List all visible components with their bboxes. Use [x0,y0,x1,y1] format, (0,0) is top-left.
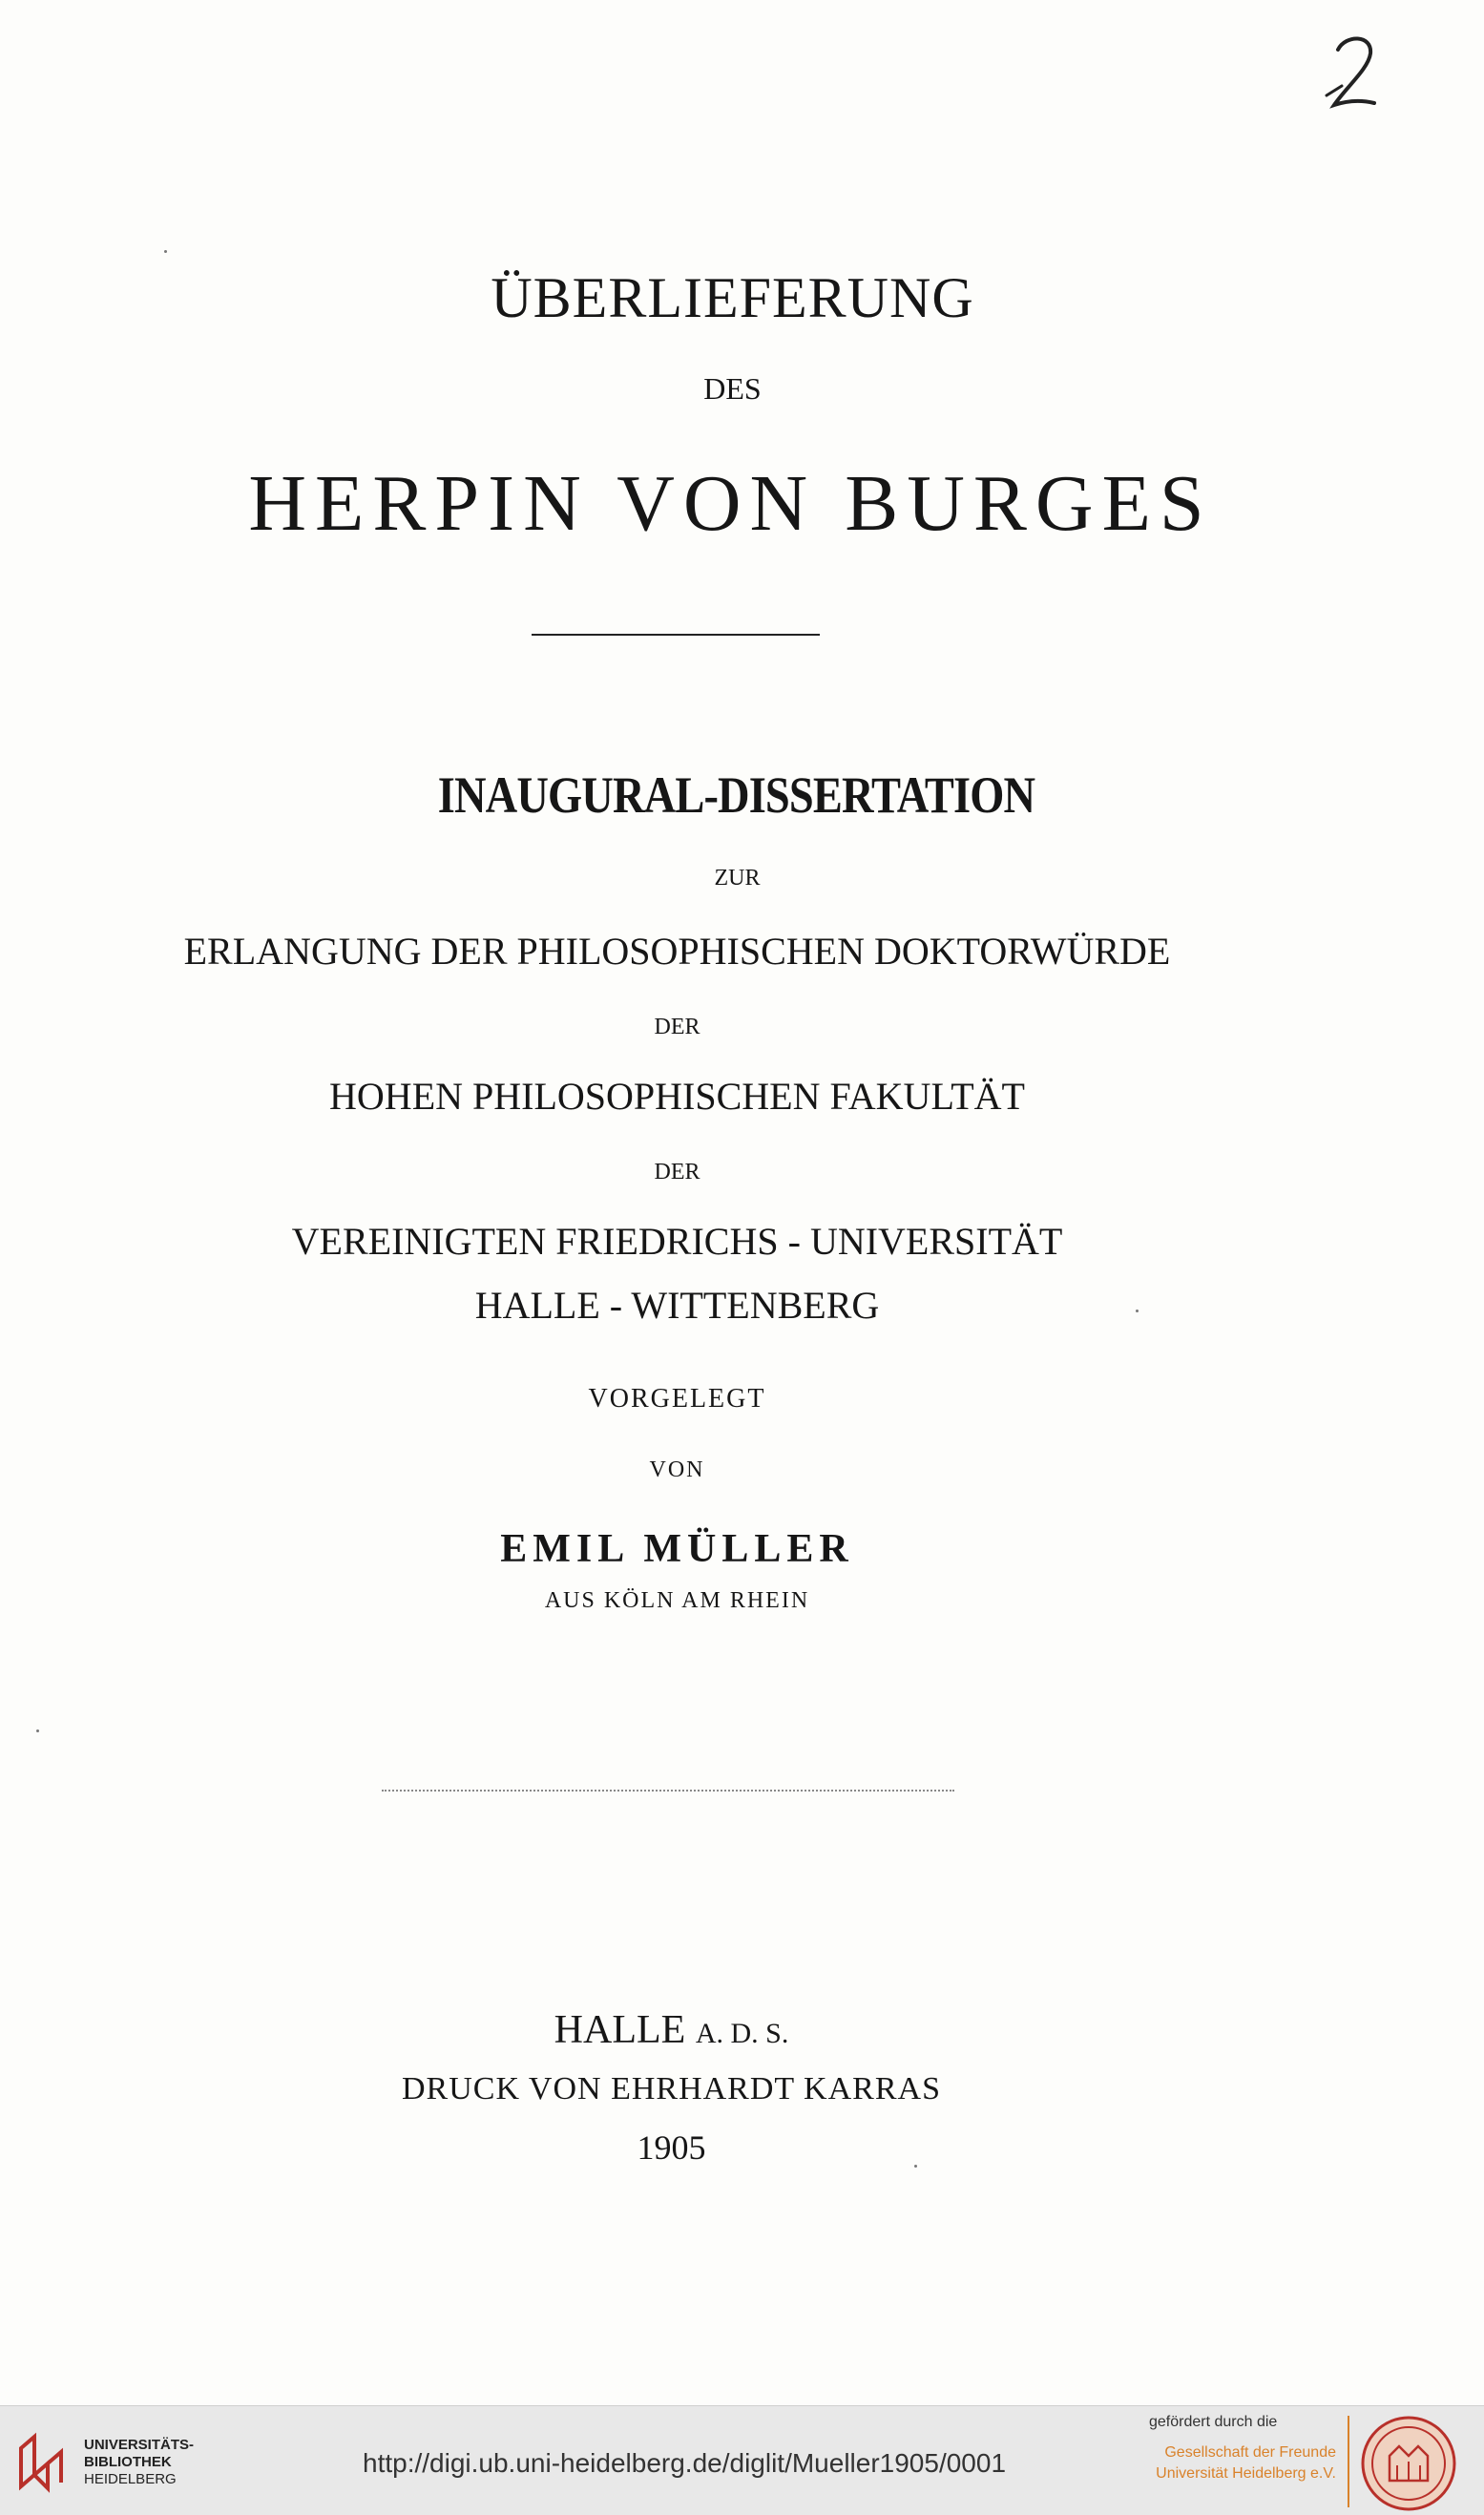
von-line: VON [649,1457,705,1482]
title-divider [532,634,820,636]
sponsor-org-line-2: Universität Heidelberg e.V. [1156,2465,1336,2482]
imprint-place [0,2010,1413,2050]
sponsor-block [1117,2414,1336,2484]
dotted-divider [382,1790,954,1792]
publication-year: 1905 [637,2128,706,2167]
author-name: EMIL MÜLLER [500,1527,854,1571]
university-seal-icon [1359,2414,1458,2513]
printer-line: DRUCK VON EHRHARDT KARRAS [402,2071,941,2106]
title-line-1: ÜBERLIEFERUNG [491,266,974,329]
handwritten-page-number [1317,29,1393,124]
purpose-line: ERLANGUNG DER PHILOSOPHISCHEN DOKTORWÜRDE [183,930,1171,973]
vorgelegt-line: VORGELEGT [588,1384,766,1414]
sponsor-org-line-1: Gesellschaft der Freunde [1164,2444,1336,2461]
place-name: HALLE [554,2008,686,2052]
scan-speck [914,2165,917,2168]
faculty-line: HOHEN PHILOSOPHISCHEN FAKULTÄT [329,1075,1025,1118]
scan-speck [36,1729,39,1732]
sponsor-label: gefördert durch die [1149,2414,1278,2430]
author-origin: AUS KÖLN AM RHEIN [544,1588,810,1613]
university-line-1: VEREINIGTEN FRIEDRICHS - UNIVERSITÄT [291,1220,1063,1263]
zur-line: ZUR [714,866,761,891]
scan-speck [164,250,167,253]
scan-speck [1136,1310,1139,1312]
footer-divider [1348,2416,1349,2507]
place-suffix: A. D. S. [695,2018,789,2049]
der-line-1: DER [654,1015,700,1039]
digitization-footer [0,2405,1484,2515]
library-name: UNIVERSITÄTS- BIBLIOTHEK HEIDELBERG [84,2437,195,2487]
permalink-url[interactable]: http://digi.ub.uni-heidelberg.de/diglit/Mueller1905/0001 [363,2448,1007,2478]
university-line-2: HALLE - WITTENBERG [474,1284,880,1327]
title-line-3: HERPIN VON BURGES [248,459,1213,548]
der-line-2: DER [654,1160,700,1184]
title-line-2: DES [703,371,762,406]
library-logo-icon [13,2429,80,2496]
dissertation-heading: INAUGURAL-DISSERTATION [437,766,1035,824]
